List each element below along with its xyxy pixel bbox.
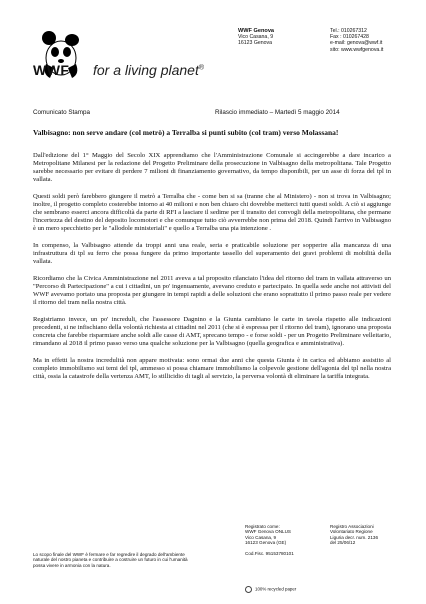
registration-line: 16123 Genova (GE) — [245, 540, 287, 546]
press-release-title: Valbisagno: non serve andare (col metrò) a Terralba si punti subito (col tram) verso Molassana! — [33, 128, 339, 137]
contact-email[interactable]: e-mail: genova@wwf.it — [330, 40, 383, 47]
mission-statement: Lo scopo finale del WWF è fermare e far regredire il degrado dell'ambiente naturale del nostro pianeta e contribuire a costruire un futuro in cui l'umanità possa vivere in armonia con la natura. — [33, 552, 188, 568]
recycle-icon — [245, 586, 252, 593]
registration-info — [245, 524, 325, 556]
office-contacts — [330, 28, 383, 53]
registration-line: Registrato come: — [245, 524, 280, 529]
recycled-paper-note — [245, 586, 296, 593]
body-paragraph: Registriamo invece, un po' increduli, che l'assessore Dagnino e la Giunta cambiano le carte in tavola rispetto alle indicazioni precedenti, si ne infischiano della volontà richiesta ai cittadini nel 2011 (che si è espressa per il ritorno del tram), ignorano una proposta concreta che farebbe risparmiare anche soldi alle casse di AMT, sprecano tempo - e forse soldi - per un Progetto Preliminare velleitario, rimandano al 2018 il primo passo verso una qualche soluzione per la Valbisagno (quella geografica e amministrativa). — [33, 315, 391, 348]
body-paragraph: Dall'edizione del 1° Maggio del Secolo XIX apprendiamo che l'Amministrazione Comunale si accingerebbe a dare incarico a Metropolitane Milanesi per la redazione del Progetto Preliminare della prosecuzione in Valbisagno della metropolitana. Tale Progetto sarebbe necessario per evitare di perdere 7 milioni di finanziamento governativo, da tempo disponibili, per un asse di forza del tpl in vallata. — [33, 152, 391, 184]
contact-phone: Tel.: 010267312 — [330, 28, 367, 34]
registry-line: Liguria decr. num. 2136 — [330, 534, 379, 540]
registration-line: WWF Genova ONLUS — [245, 529, 291, 535]
body-paragraph: Ricordiamo che la Civica Amministrazione nel 2011 aveva a tal proposito rilanciato l'idea del ritorno del tram in vallata attraverso un "Percorso di Partecipazione" a cui i cittadini, un po' ingenuamente, avevano creduto e partecipato. In quella sede anche noi attivisti del WWF avevamo portato una proposta per giungere in tempi rapidi a delle soluzioni che erano soprattutto il primo passo reale per vedere il ritorno del tram nella nostra città. — [33, 274, 391, 307]
release-date: Rilascio immediato – Martedì 5 maggio 2014 — [215, 109, 340, 116]
volunteer-registry-info — [330, 524, 410, 546]
brand-tagline — [93, 62, 204, 78]
contact-fax: Fax : 010267428 — [330, 34, 369, 41]
address-line: WWF Genova — [238, 28, 275, 34]
tagline-text: for a living planet — [93, 62, 199, 78]
registration-line: Vico Casana, 9 — [245, 534, 277, 540]
body-paragraph: In compenso, la Valbisagno attende da troppi anni una reale, seria e praticabile soluzione per sopperire alla mancanza di una infrastruttura di tpl su ferro che possa fungere da primo importante tassello del superamento dei gravi problemi di mobilità della vallata. — [33, 242, 391, 266]
office-address — [238, 28, 274, 47]
brand-name: WWF — [33, 62, 70, 78]
registry-line: del 25/06/12 — [330, 540, 356, 546]
registry-line: Volontariato Regione — [330, 529, 373, 535]
tax-code: Cod.Fisc. 95153780101 — [245, 551, 294, 557]
address-line: 16123 Genova — [238, 40, 273, 47]
recycled-text: 100% recycled paper — [255, 586, 297, 592]
body-paragraph: Ma in effetti la nostra incredulità non appare motivata: sono ormai due anni che questa Giunta è in carica ed abbiamo assistito al completo immobilismo sui temi del tpl, ammesso si possa chiamare immobilismo la colpevole gestione dell'agonia del tpl nella nostra città, ossia la catastrofe della vertenza AMT, lo stillicidio di tagli al servizio, la perversa volontà di eliminare la tariffa integrata. — [33, 356, 391, 381]
press-release-body — [33, 152, 391, 390]
registry-line: Registro Associazioni — [330, 524, 374, 529]
contact-website[interactable]: sito: www.wwfgenova.it — [330, 46, 384, 53]
document-type: Comunicato Stampa — [33, 109, 91, 116]
address-line: Vico Casana, 9 — [238, 34, 274, 41]
registered-mark: ® — [198, 64, 205, 72]
body-paragraph: Questi soldi però farebbero giungere il metrò a Terralba che - come ben si sa (tranne che al Ministero) - non si trova in Valbisagno; inoltre, il progetto completo costerebbe intorno ai 40 milioni e non ben chiaro chi dovrebbe metterci tutti questi soldi. A ciò si aggiunge che sembrano esserci ancora difficoltà da parte di RFI a lasciare il sedime per il transito dei convogli della metropolitana, che permane l'incertezza del destino del deposito locomotori e che comunque tutto ciò avverrebbe non prima del 2018. Quindi l'arrivo in Valbisagno è un mero specchietto per le "allodole ministeriali" e quello a Terralba una pia intenzione . — [33, 192, 391, 233]
